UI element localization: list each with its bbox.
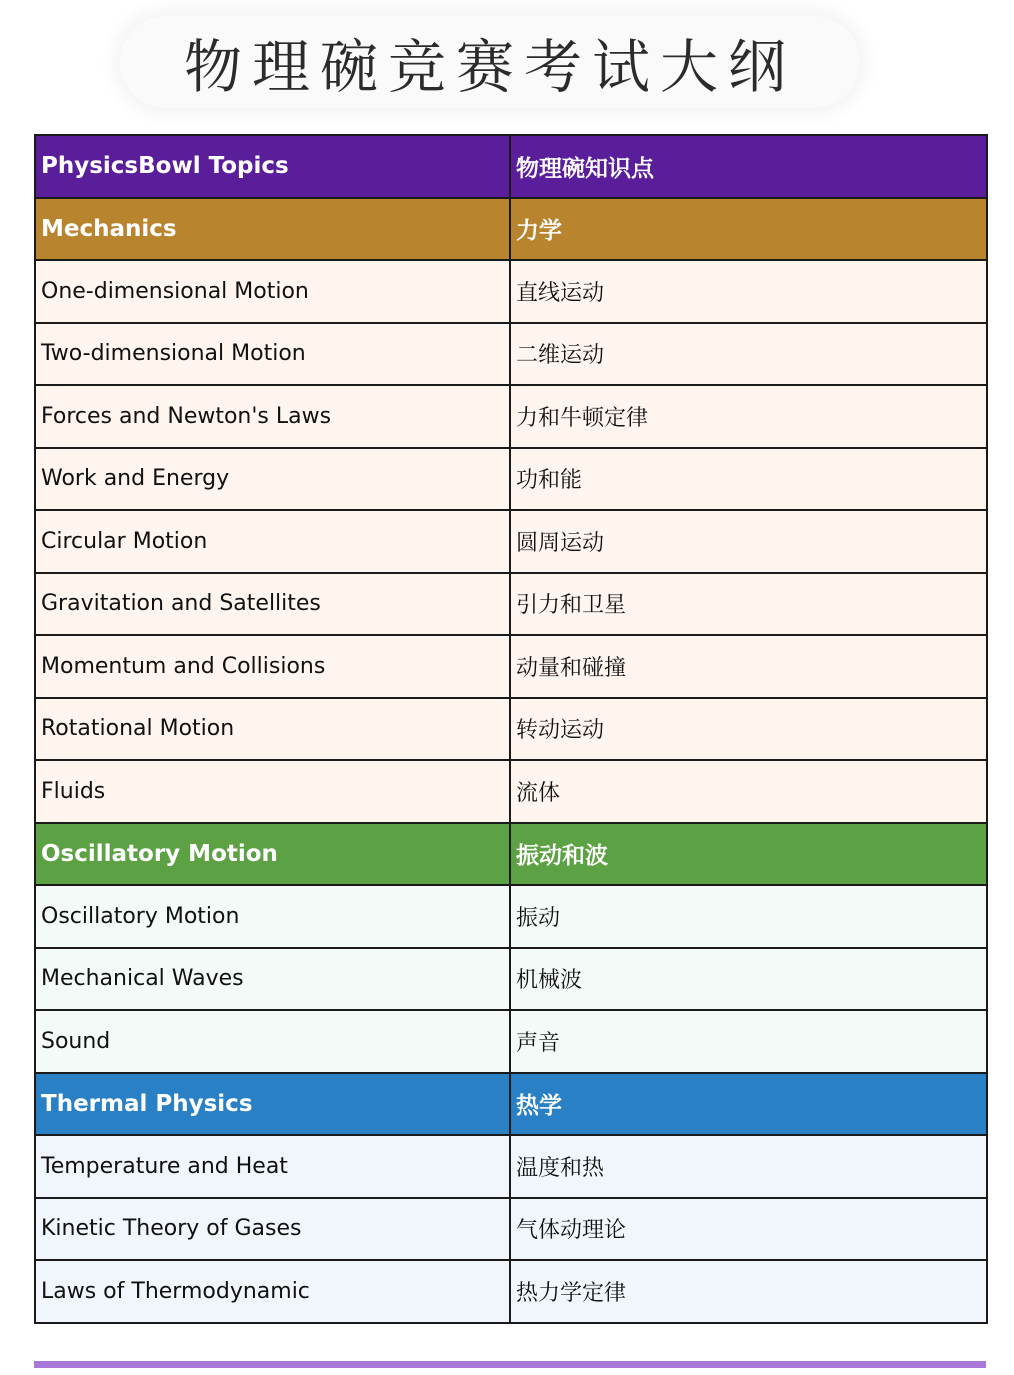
topic-en: Fluids — [35, 760, 510, 823]
topic-zh: 动量和碰撞 — [510, 635, 987, 698]
topic-zh: 二维运动 — [510, 323, 987, 386]
header-zh: 物理碗知识点 — [510, 135, 987, 198]
topic-en: Mechanical Waves — [35, 948, 510, 1011]
header-en: PhysicsBowl Topics — [35, 135, 510, 198]
topic-zh: 声音 — [510, 1010, 987, 1073]
section-en: Thermal Physics — [35, 1073, 510, 1136]
table-row — [35, 448, 987, 511]
table-row — [35, 885, 987, 948]
table-row — [35, 1260, 987, 1323]
topic-zh: 热力学定律 — [510, 1260, 987, 1323]
topic-en: Kinetic Theory of Gases — [35, 1198, 510, 1261]
topic-zh: 引力和卫星 — [510, 573, 987, 636]
topic-en: Forces and Newton's Laws — [35, 385, 510, 448]
topic-zh: 功和能 — [510, 448, 987, 511]
topic-zh: 直线运动 — [510, 260, 987, 323]
section-row-mechanics — [35, 198, 987, 261]
topic-en: Two-dimensional Motion — [35, 323, 510, 386]
topic-zh: 气体动理论 — [510, 1198, 987, 1261]
table-header-row — [35, 135, 987, 198]
topic-en: One-dimensional Motion — [35, 260, 510, 323]
table-row — [35, 1198, 987, 1261]
next-section-strip — [34, 1361, 986, 1368]
table-row — [35, 948, 987, 1011]
section-zh: 力学 — [510, 198, 987, 261]
topic-en: Work and Energy — [35, 448, 510, 511]
topic-en: Gravitation and Satellites — [35, 573, 510, 636]
section-en: Mechanics — [35, 198, 510, 261]
topic-en: Oscillatory Motion — [35, 885, 510, 948]
topic-en: Rotational Motion — [35, 698, 510, 761]
topic-en: Circular Motion — [35, 510, 510, 573]
table-row — [35, 760, 987, 823]
table-row — [35, 260, 987, 323]
topic-zh: 温度和热 — [510, 1135, 987, 1198]
page-title: 物理碗竞赛考试大纲 — [183, 33, 796, 101]
topics-table — [34, 134, 988, 1324]
topic-zh: 振动 — [510, 885, 987, 948]
topic-zh: 圆周运动 — [510, 510, 987, 573]
topic-en: Temperature and Heat — [35, 1135, 510, 1198]
section-zh: 热学 — [510, 1073, 987, 1136]
topic-zh: 力和牛顿定律 — [510, 385, 987, 448]
table-row — [35, 1135, 987, 1198]
table-row — [35, 510, 987, 573]
table-row — [35, 1010, 987, 1073]
table-row — [35, 385, 987, 448]
title-banner — [120, 16, 860, 108]
section-zh: 振动和波 — [510, 823, 987, 886]
topic-zh: 转动运动 — [510, 698, 987, 761]
topic-zh: 流体 — [510, 760, 987, 823]
section-row-thermal — [35, 1073, 987, 1136]
section-row-oscillatory — [35, 823, 987, 886]
section-en: Oscillatory Motion — [35, 823, 510, 886]
topic-en: Laws of Thermodynamic — [35, 1260, 510, 1323]
table-row — [35, 698, 987, 761]
table-row — [35, 573, 987, 636]
topic-en: Sound — [35, 1010, 510, 1073]
table-row — [35, 635, 987, 698]
table-row — [35, 323, 987, 386]
topic-en: Momentum and Collisions — [35, 635, 510, 698]
topic-zh: 机械波 — [510, 948, 987, 1011]
